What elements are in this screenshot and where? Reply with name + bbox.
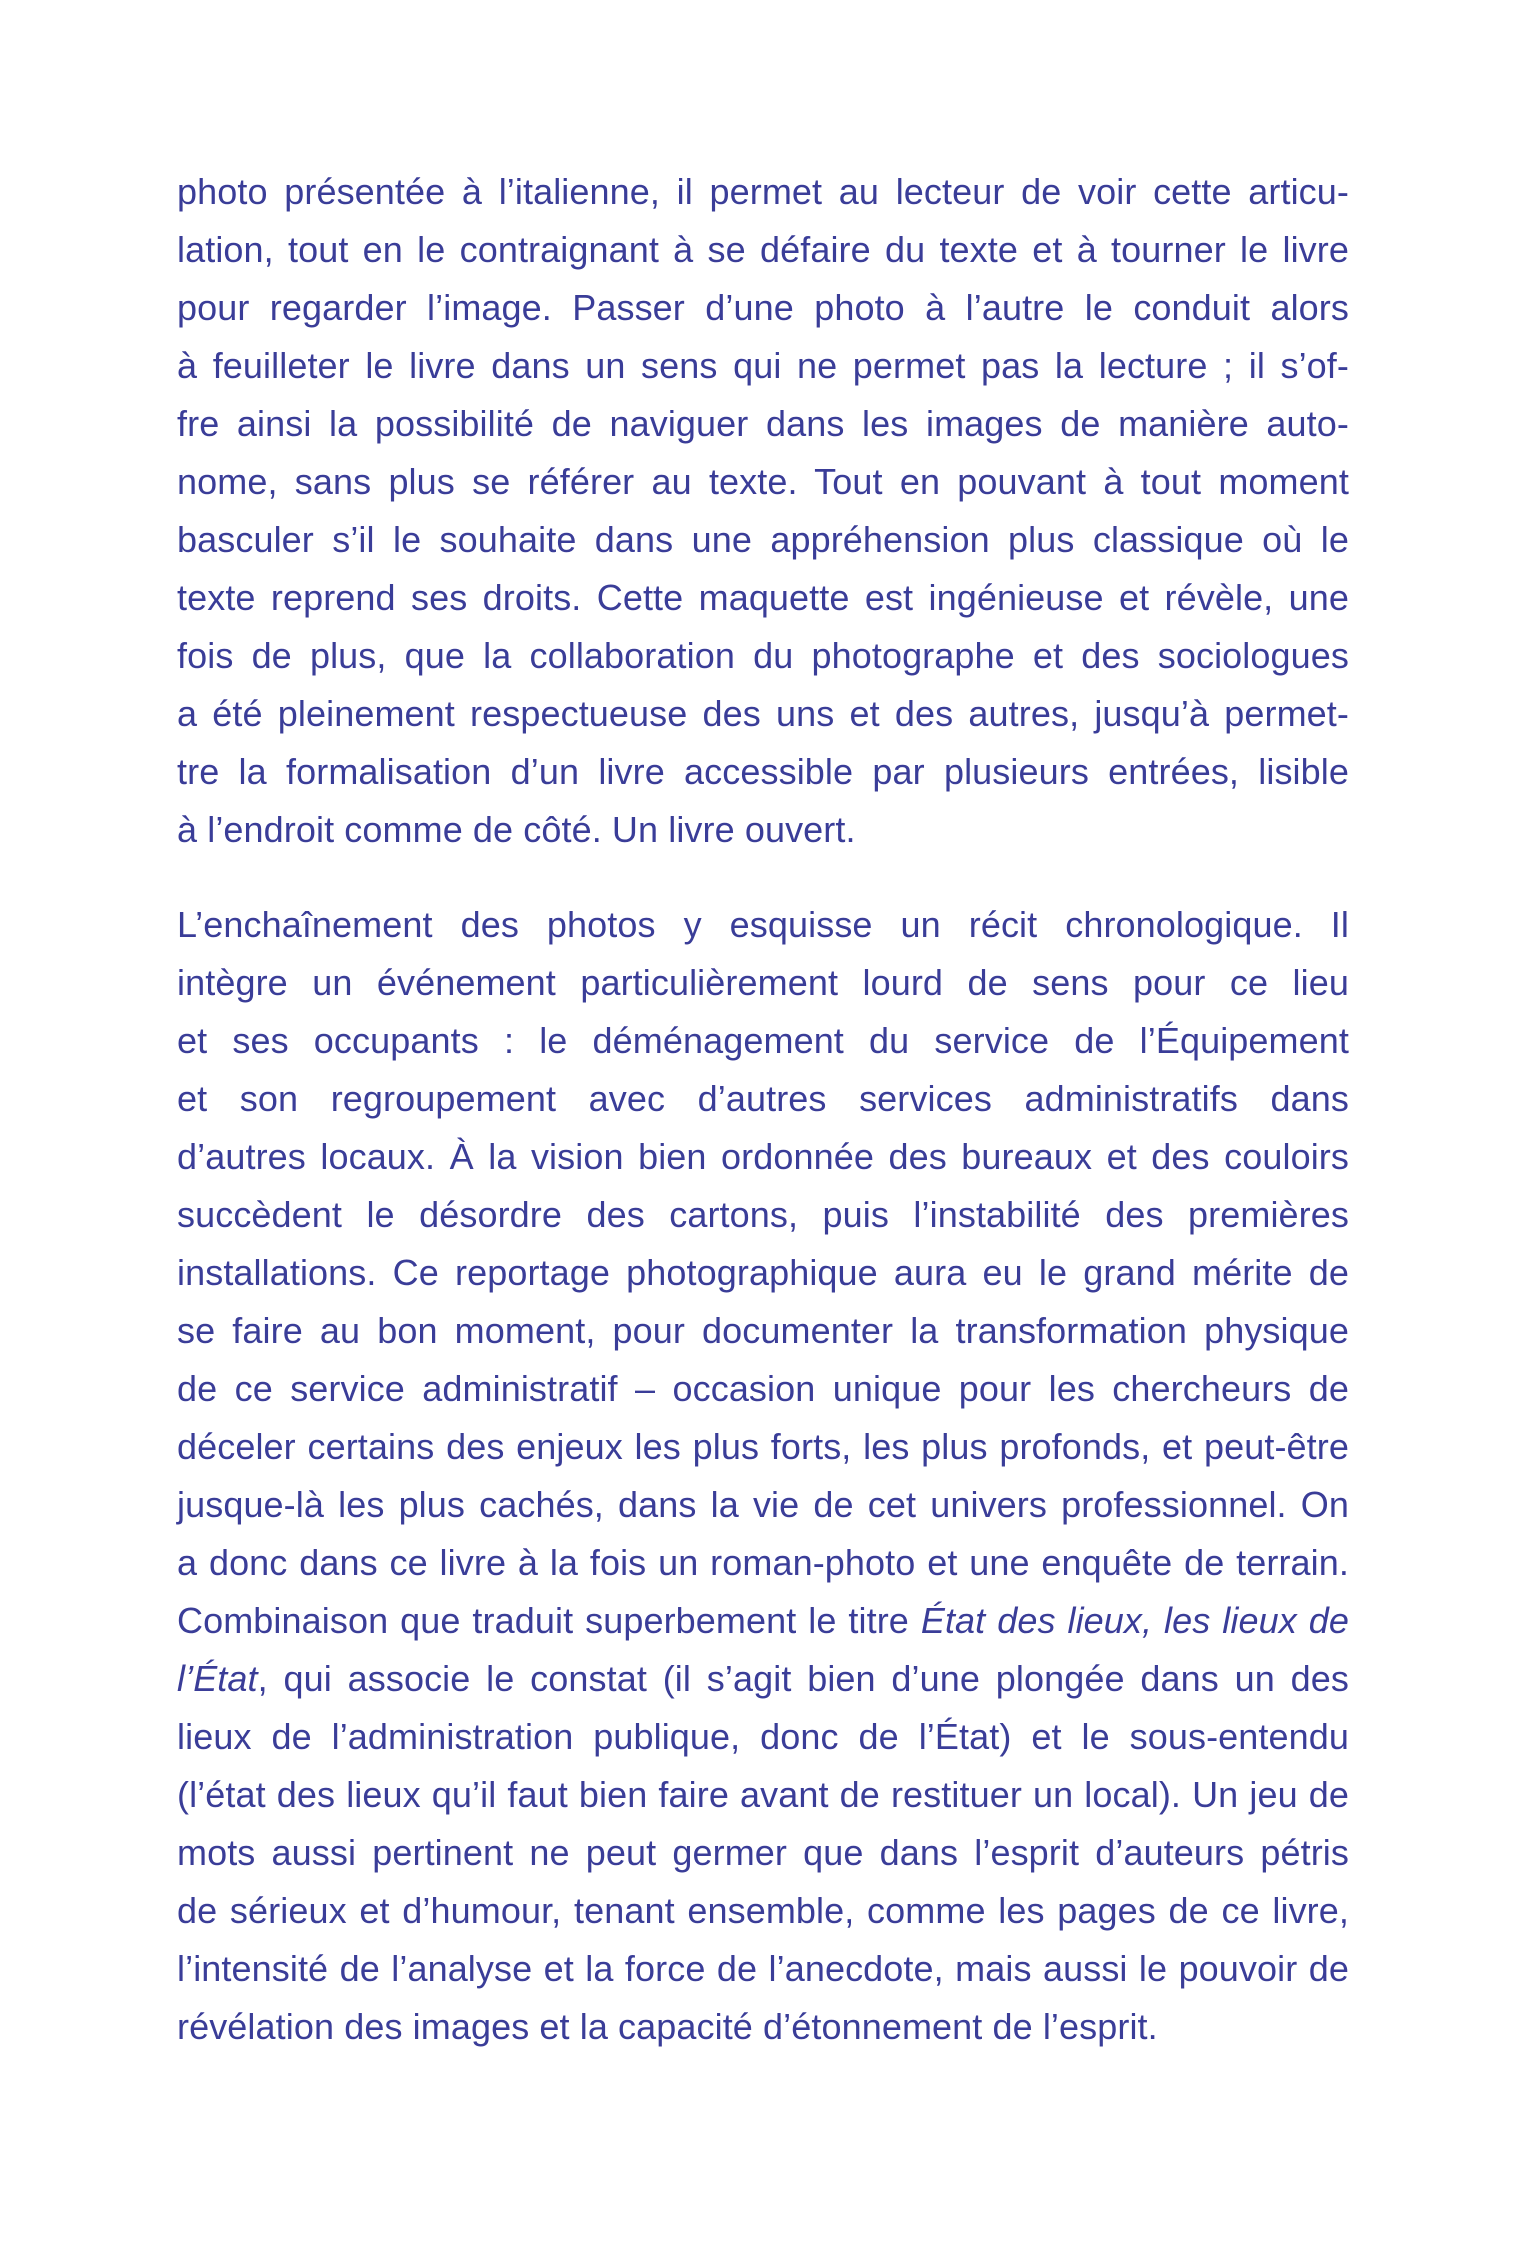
text-line: fois de plus, que la collaboration du photographe et des sociologues (177, 635, 1349, 676)
text-line-with-title (177, 1650, 1349, 1708)
text-line: intègre un événement particulièrement lourd de sens pour ce lieu (177, 962, 1349, 1003)
text-line: a donc dans ce livre à la fois un roman-photo et une enquête de terrain. (177, 1542, 1349, 1583)
book-title-italic: État des lieux, les lieux de (920, 1600, 1349, 1641)
text-line: a été pleinement respectueuse des uns et des autres, jusqu’à permet- (177, 693, 1349, 734)
text-line: tre la formalisation d’un livre accessible par plusieurs entrées, lisible (177, 751, 1349, 792)
text-line: basculer s’il le souhaite dans une appréhension plus classique où le (177, 519, 1349, 560)
text-line: se faire au bon moment, pour documenter la transformation physique (177, 1310, 1349, 1351)
book-title-italic: l’État (177, 1658, 258, 1699)
text-line: installations. Ce reportage photographique aura eu le grand mérite de (177, 1252, 1349, 1293)
text-line: lation, tout en le contraignant à se défaire du texte et à tourner le livre (177, 229, 1349, 270)
text-line: pour regarder l’image. Passer d’une photo à l’autre le conduit alors (177, 287, 1349, 328)
text-line: texte reprend ses droits. Cette maquette est ingénieuse et révèle, une (177, 577, 1349, 618)
text-line: jusque-là les plus cachés, dans la vie de cet univers professionnel. On (177, 1484, 1349, 1525)
text-line: d’autres locaux. À la vision bien ordonnée des bureaux et des couloirs (177, 1136, 1349, 1177)
text-line: lieux de l’administration publique, donc de l’État) et le sous-entendu (177, 1716, 1349, 1757)
text-line: (l’état des lieux qu’il faut bien faire avant de restituer un local). Un jeu de (177, 1774, 1349, 1815)
text-line: succèdent le désordre des cartons, puis l’instabilité des premières (177, 1194, 1349, 1235)
text-line: de sérieux et d’humour, tenant ensemble, comme les pages de ce livre, (177, 1890, 1349, 1931)
text-line: à l’endroit comme de côté. Un livre ouvert. (177, 809, 856, 850)
text-line: et ses occupants : le déménagement du service de l’Équipement (177, 1020, 1349, 1061)
paragraph-2 (177, 896, 1349, 2056)
text-line: L’enchaînement des photos y esquisse un récit chronologique. Il (177, 904, 1349, 945)
text-line: déceler certains des enjeux les plus forts, les plus profonds, et peut-être (177, 1426, 1349, 1467)
text-line: et son regroupement avec d’autres services administratifs dans (177, 1078, 1349, 1119)
text-line: nome, sans plus se référer au texte. Tout en pouvant à tout moment (177, 461, 1349, 502)
text-line: à feuilleter le livre dans un sens qui ne permet pas la lecture ; il s’of- (177, 345, 1349, 386)
paragraph-1 (177, 163, 1349, 859)
text-run: Combinaison que traduit superbement le titre (177, 1600, 921, 1641)
text-line: mots aussi pertinent ne peut germer que dans l’esprit d’auteurs pétris (177, 1832, 1349, 1873)
text-line: révélation des images et la capacité d’étonnement de l’esprit. (177, 2006, 1158, 2047)
text-line: de ce service administratif – occasion unique pour les chercheurs de (177, 1368, 1349, 1409)
text-line-with-title (177, 1592, 1349, 1650)
text-line: fre ainsi la possibilité de naviguer dans les images de manière auto- (177, 403, 1349, 444)
text-run: , qui associe le constat (il s’agit bien d’une plongée dans un des (257, 1658, 1349, 1699)
text-line: photo présentée à l’italienne, il permet au lecteur de voir cette articu- (177, 171, 1349, 212)
text-line: l’intensité de l’analyse et la force de l’anecdote, mais aussi le pouvoir de (177, 1948, 1349, 1989)
